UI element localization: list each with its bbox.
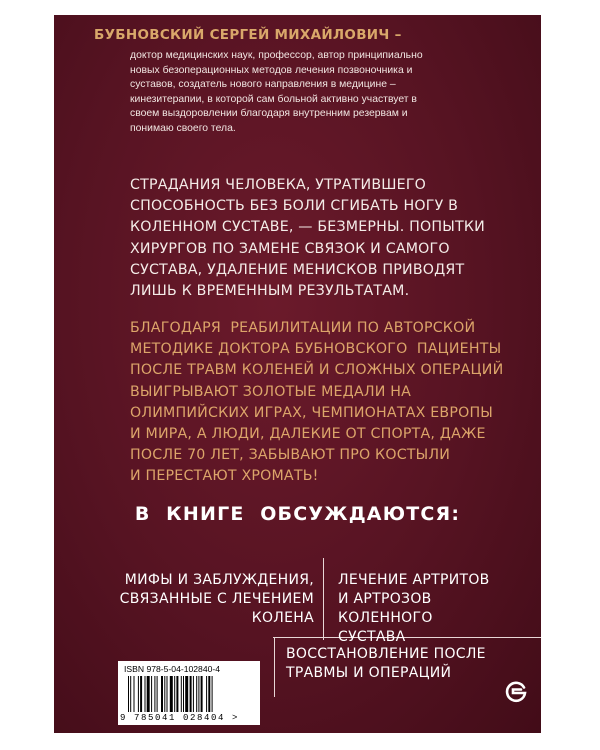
barcode-bar bbox=[193, 676, 194, 712]
isbn-text: ISBN 978-5-04-102840-4 bbox=[124, 664, 221, 674]
barcode-bar bbox=[196, 676, 197, 712]
barcode-bar bbox=[185, 676, 188, 712]
bio-line: понимаю своего тела. bbox=[130, 122, 236, 134]
topic-line: ТРАВМЫ И ОПЕРАЦИЙ bbox=[286, 665, 452, 681]
topic-line: КОЛЕНА bbox=[251, 610, 314, 626]
topic-line: СВЯЗАННЫЕ С ЛЕЧЕНИЕМ bbox=[119, 591, 314, 607]
intro-line: КОЛЕННОМ СУСТАВЕ, — БЕЗМЕРНЫ. ПОПЫТКИ bbox=[130, 219, 485, 236]
barcode-bar bbox=[154, 676, 155, 712]
barcode-bar bbox=[190, 676, 192, 712]
bio-line: новых безоперационных методов лечения позвоночника и bbox=[130, 64, 413, 76]
bio-line: доктор медицинских наук, профессор, автор принципиально bbox=[130, 50, 423, 61]
divider-vertical bbox=[323, 558, 324, 640]
highlight-line: МЕТОДИКЕ ДОКТОРА БУБНОВСКОГО ПАЦИЕНТЫ bbox=[130, 341, 502, 358]
intro-line: СПОСОБНОСТЬ БЕЗ БОЛИ СГИБАТЬ НОГУ В bbox=[130, 198, 459, 215]
intro-paragraph bbox=[130, 175, 500, 302]
highlight-line: ВЫИГРЫВАЮТ ЗОЛОТЫЕ МЕДАЛИ НА bbox=[130, 383, 412, 400]
barcode-bar bbox=[212, 676, 213, 712]
barcode-bar bbox=[208, 676, 210, 712]
barcode-bar bbox=[140, 676, 142, 712]
bio-line: своем выздоровлении благодаря внутренним резервам и bbox=[130, 108, 408, 120]
intro-line: СУСТАВА, УДАЛЕНИЕ МЕНИСКОВ ПРИВОДЯТ bbox=[130, 261, 465, 278]
topic-line: ЛЕЧЕНИЕ АРТРИТОВ bbox=[338, 572, 490, 588]
intro-line: ЛИШЬ К ВРЕМЕННЫМ РЕЗУЛЬТАТАМ. bbox=[130, 283, 410, 300]
barcode-bar bbox=[176, 676, 178, 712]
divider-vertical-lower bbox=[274, 637, 275, 697]
highlight-line: ПОСЛЕ 70 ЛЕТ, ЗАБЫВАЮТ ПРО КОСТЫЛИ bbox=[130, 447, 451, 464]
barcode-bar bbox=[170, 676, 173, 712]
highlight-line: ПОСЛЕ ТРАВМ КОЛЕНЕЙ И СЛОЖНЫХ ОПЕРАЦИЙ bbox=[130, 362, 504, 379]
highlight-line: БЛАГОДАРЯ РЕАБИЛИТАЦИИ ПО АВТОРСКОЙ bbox=[130, 320, 476, 336]
book-back-cover bbox=[54, 15, 541, 733]
topic-arthritis bbox=[338, 571, 528, 647]
topic-line: И АРТРОЗОВ КОЛЕННОГО bbox=[338, 591, 433, 626]
bio-line: кинезитерапии, в которой сам больной активно участвует в bbox=[130, 93, 417, 105]
barcode-bar bbox=[134, 676, 135, 712]
barcode-bar bbox=[201, 676, 203, 712]
highlight-line: И ПЕРЕСТАЮТ ХРОМАТЬ! bbox=[130, 468, 319, 485]
barcode bbox=[118, 661, 260, 725]
eksmo-e-icon bbox=[503, 678, 529, 704]
highlight-paragraph bbox=[130, 318, 520, 488]
barcode-bars bbox=[128, 676, 252, 712]
barcode-number: 9 785041 028404 > bbox=[120, 713, 240, 723]
barcode-bar bbox=[147, 676, 150, 712]
barcode-bar bbox=[183, 676, 184, 712]
bio-line: суставов, создатель нового направления в медицине – bbox=[130, 79, 396, 91]
topic-line: ВОССТАНОВЛЕНИЕ ПОСЛЕ bbox=[286, 646, 486, 662]
barcode-bar bbox=[167, 676, 168, 712]
barcode-bar bbox=[130, 676, 131, 712]
barcode-bar bbox=[151, 676, 152, 712]
barcode-bar bbox=[206, 676, 207, 712]
author-name: БУБНОВСКИЙ СЕРГЕЙ МИХАЙЛОВИЧ – bbox=[94, 27, 402, 43]
intro-line: СТРАДАНИЯ ЧЕЛОВЕКА, УТРАТИВШЕГО bbox=[130, 177, 427, 193]
barcode-bar bbox=[164, 676, 165, 712]
barcode-bar bbox=[161, 676, 163, 712]
barcode-bar bbox=[138, 676, 139, 712]
author-bio bbox=[130, 49, 490, 137]
topic-myths bbox=[94, 571, 314, 628]
topic-line: СУСТАВА bbox=[338, 629, 406, 645]
highlight-line: И МИРА, А ЛЮДИ, ДАЛЕКИЕ ОТ СПОРТА, ДАЖЕ bbox=[130, 426, 486, 443]
intro-line: ХИРУРГОВ ПО ЗАМЕНЕ СВЯЗОК И САМОГО bbox=[130, 240, 450, 257]
barcode-bar bbox=[145, 676, 146, 712]
barcode-bar bbox=[174, 676, 175, 712]
barcode-bar bbox=[198, 676, 199, 712]
barcode-bar bbox=[128, 676, 129, 712]
topics-heading: В КНИГЕ ОБСУЖДАЮТСЯ: bbox=[134, 503, 461, 525]
highlight-line: ОЛИМПИЙСКИХ ИГРАХ, ЧЕМПИОНАТАХ ЕВРОПЫ bbox=[130, 404, 494, 421]
topic-line: МИФЫ И ЗАБЛУЖДЕНИЯ, bbox=[124, 572, 314, 588]
topic-recovery bbox=[286, 645, 526, 683]
barcode-bar bbox=[181, 676, 182, 712]
barcode-bar bbox=[157, 676, 158, 712]
